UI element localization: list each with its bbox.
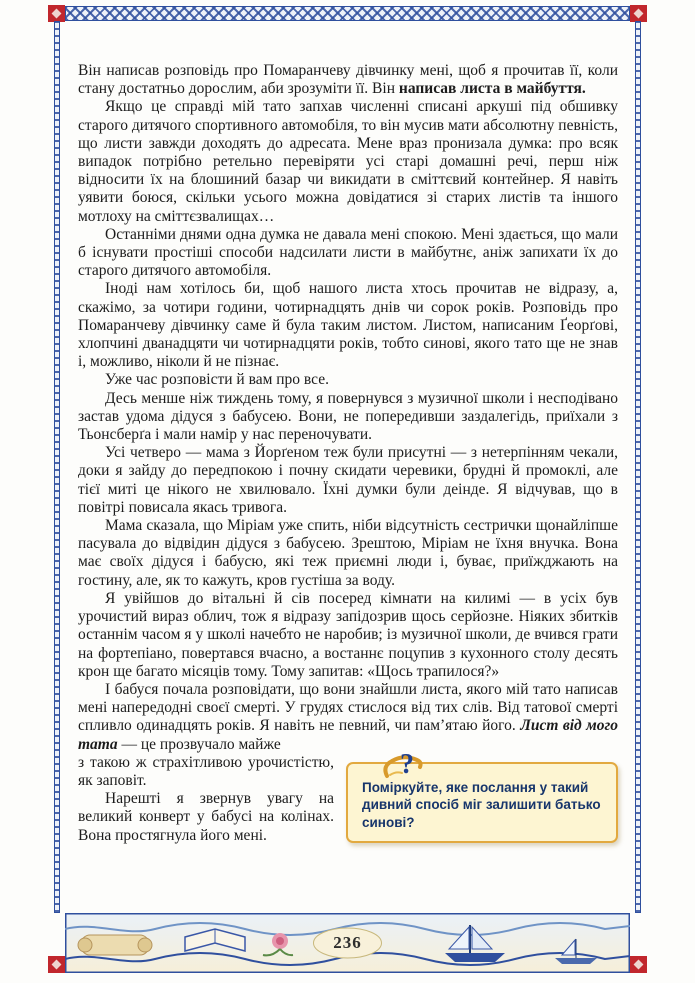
paragraph: [78, 444, 618, 517]
text-segment: Уже час розповісти й вам про все.: [105, 371, 329, 389]
text-segment: Нарешті я звернув увагу на великий конверт у бабусі на колінах. Вона простягнула його мені.: [78, 790, 334, 844]
text-segment: Усі четверо — мама з Йорґеном теж були присутні — з нетерпінням чекали, доки я зайду до передпокою і почну скидати черевики, брудні й промоклі, але тієї миті це нікого не хвилювало. Їхні думки були деінде. Я відчував, що в повітрі повисала якась тривога.: [78, 444, 618, 516]
paragraph: [78, 390, 618, 445]
corner-ornament-top-left: [48, 5, 65, 22]
paragraph: [78, 681, 618, 754]
paragraph: [78, 517, 618, 590]
question-mark-icon: [382, 746, 426, 782]
footer-ornament: [65, 913, 630, 973]
callout-text: Поміркуйте, яке послання у такий дивний спосіб міг залишити батько синові?: [362, 779, 601, 830]
paragraph: [78, 98, 618, 225]
text-segment: Якщо це справді мій тато запхав численні списані аркуші під обшивку старого дитячого спортивного автомобіля, то він мусив мати абсолютну певність, що листи завжди доходять до адресата. Мене враз пронизала думка: про всяк випадок потрібно ретельно перевіряти усі старі домашні речі, перш ніж відносити їх на блошиний базар чи викидати в сміттєвий контейнер. Я навіть уявити боюся, скільки усього можна довідатися зі старих листів та іншого мотлоху на сміттєзвалищах…: [78, 98, 618, 225]
corner-ornament-top-right: [630, 5, 647, 22]
corner-diamond: [634, 9, 644, 19]
paragraph: [78, 590, 618, 681]
question-callout: [346, 748, 618, 844]
top-border-ornament: [65, 6, 630, 21]
right-border-ornament: [635, 21, 641, 913]
text-segment: — це прозвучало майже: [117, 735, 281, 753]
text-block: [78, 62, 618, 845]
text-segment: Десь менше ніж тиждень тому, я повернувся з музичної школи і несподівано застав удома дідуся з бабусею. Вони, не попередивши заздалегідь, приїхали з Тьонсберґа і мали намір у нас переночувати.: [78, 389, 618, 444]
text-segment: з такою ж страхітливою урочистістю, як заповіт.: [78, 753, 334, 789]
paragraph: [78, 62, 618, 98]
text-segment: І бабуся почала розповідати, що вони знайшли листа, якого мій тато написав мені напередодні своєї смерті. У грудях стислося від тих слів. Від татової смерті спливло одинадцять років. Я навіть не певний, чи пам’ятаю його.: [78, 680, 618, 735]
left-border-ornament: [54, 21, 60, 913]
text-segment: Мама сказала, що Міріам уже спить, ніби відсутність сестрички щонайліпше пасувала до відвідин дідуся з бабусею. Зрештою, Міріам не їхня внучка. Вона має своїх дідуся і бабусю, які теж приємні люди і, буває, приїжджають на гостину, але, як то кажуть, кров густіша за воду.: [78, 517, 618, 589]
question-mark-glyph: ?: [400, 748, 414, 780]
paragraph: [78, 371, 618, 389]
paragraph: [78, 226, 618, 281]
page-number: 236: [333, 933, 362, 952]
text-column: [78, 62, 618, 754]
corner-diamond: [52, 960, 62, 970]
corner-diamond: [634, 960, 644, 970]
corner-ornament-bottom-left: [48, 956, 65, 973]
corner-diamond: [52, 9, 62, 19]
text-segment: написав листа в майбуття.: [398, 80, 586, 98]
paragraph: [78, 280, 618, 371]
text-segment: Я увійшов до вітальні й сів посеред кімнати на килимі — в усіх був урочистий вираз облич, тож я відразу запідозрив щось серйозне. Ніяких збитків останнім часом я у школі начебто не наробив; із музичної школи, де вчився грати на фортепіано, повертався вчасно, а востаннє поцупив з кухонного столу десять крон ще багато місяців тому. Тому запитав: «Щось трапилося?»: [78, 589, 618, 680]
text-segment: Іноді нам хотілось би, щоб нашого листа хтось прочитав не відразу, а, скажімо, за чотири години, чотирнадцять днів чи сорок років. Розповідь про Помаранчеву дівчинку саме й була таким листом. Листом, написаним Ґеорґові, хлопчині дванадцяти чи чотирнадцяти років, тобто синові, якого тато ще не знав і, можливо, ніколи й не пізнає.: [78, 280, 618, 371]
text-segment: Останніми днями одна думка не давала мені спокою. Мені здається, що мали б існувати простіші способи надсилати листи в майбутнє, аніж запихати їх до старого дитячого автомобіля.: [78, 225, 618, 280]
text-segment: Він написав розповідь про Помаранчеву дівчинку мені, щоб я прочитав її, коли стану достатньо дорослим, аби зрозуміти її. Він: [78, 62, 618, 98]
scroll-icon: [78, 935, 152, 955]
corner-ornament-bottom-right: [630, 956, 647, 973]
text-segment: Лист від мого тата: [78, 717, 618, 753]
